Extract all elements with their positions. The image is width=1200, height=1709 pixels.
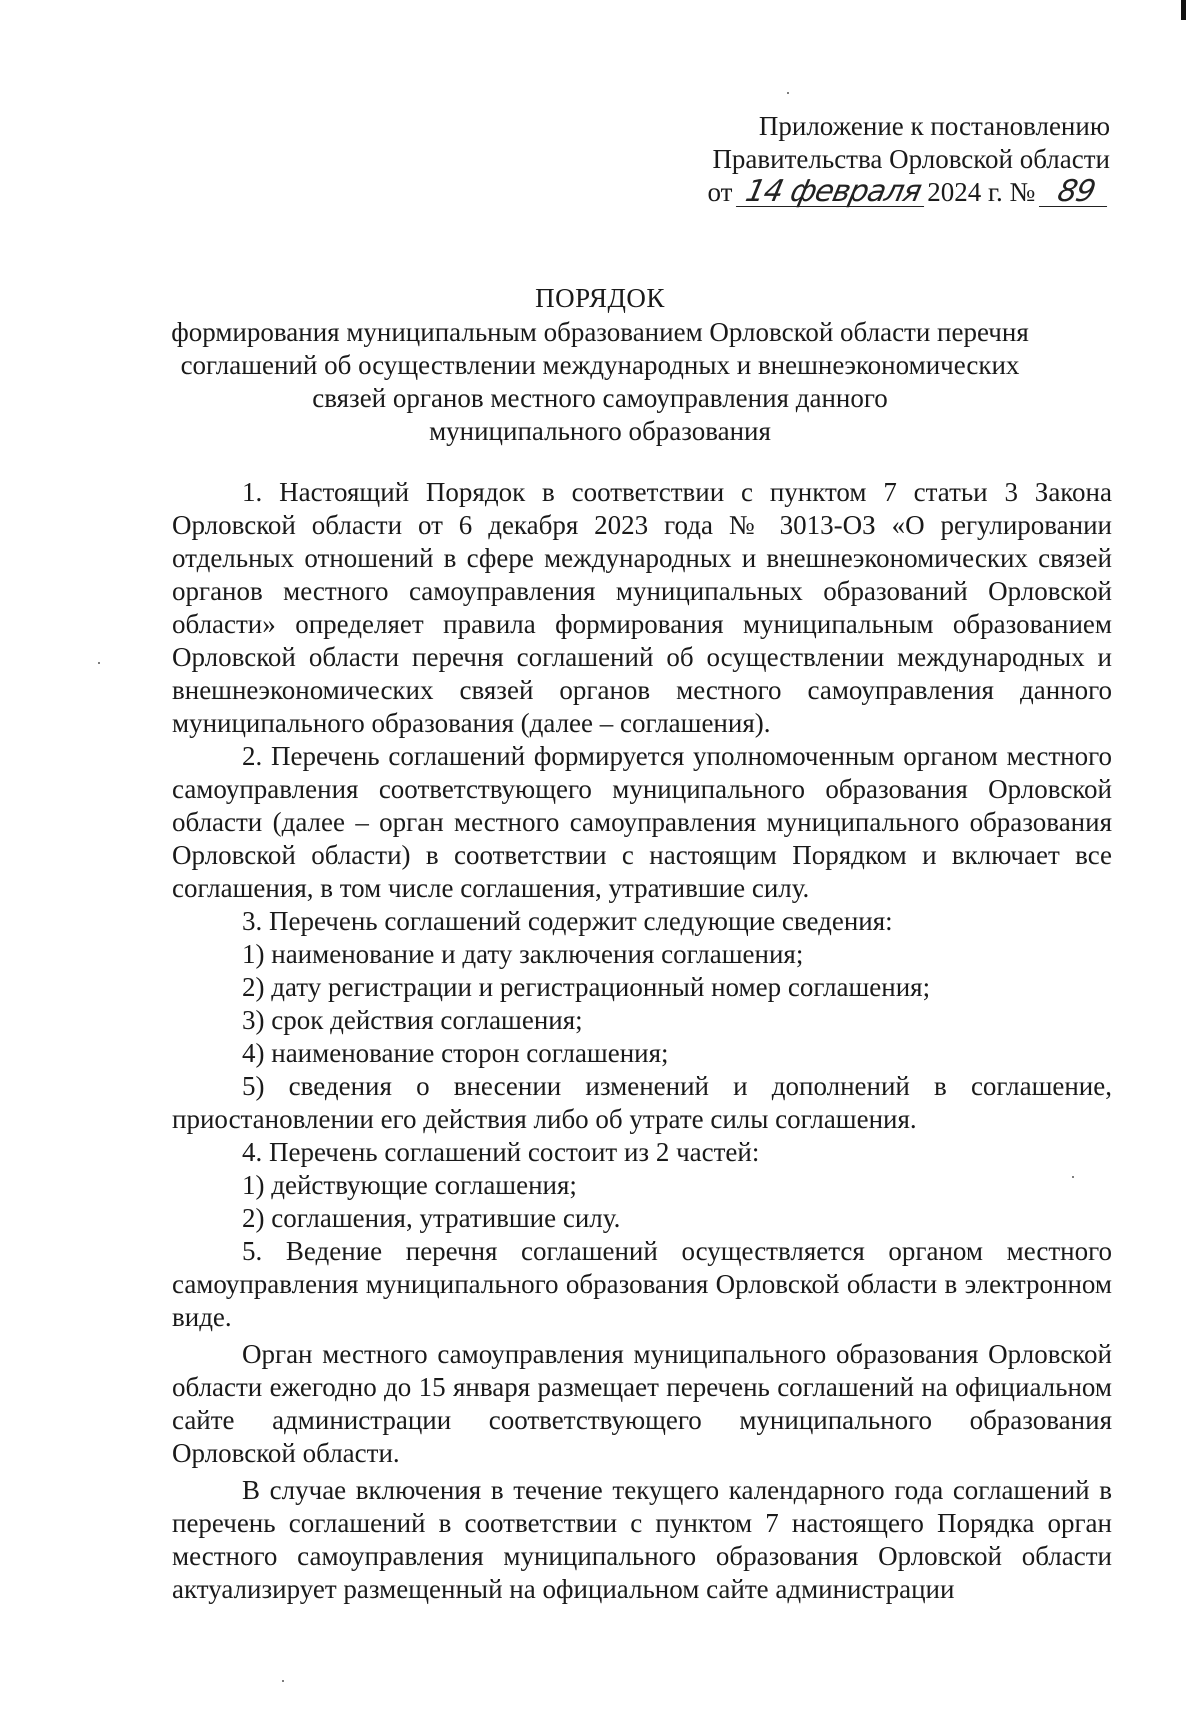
list-item: 1) действующие соглашения; xyxy=(242,1170,577,1200)
date-prefix: от xyxy=(707,177,733,207)
handwritten-number: 89 xyxy=(1039,178,1113,207)
list-item: 2) соглашения, утратившие силу. xyxy=(242,1203,621,1233)
subtitle-line: связей органов местного самоуправления данного xyxy=(312,383,888,413)
scan-speck xyxy=(98,662,100,664)
scan-speck xyxy=(1072,1176,1074,1178)
appendix-header xyxy=(640,110,1110,209)
appendix-line-1: Приложение к постановлению xyxy=(758,111,1110,141)
document-title-block xyxy=(160,282,1040,448)
paragraph-5-update: В случае включения в течение текущего календарного года соглашений в перечень соглашений в соответствии с пунктом 7 настоящего Порядка орган местного самоуправления муниципального образования Орловской области актуализирует размещенный на официальном сайте администрации xyxy=(172,1475,1112,1604)
handwritten-date: 14 февраля xyxy=(736,178,930,207)
paragraph-1: 1. Настоящий Порядок в соответствии с пунктом 7 статьи 3 Закона Орловской области от 6 декабря 2023 года № 3013-ОЗ «О регулировании отдельных отношений в сфере международных и внешнеэкономических связей органов местного самоуправления муниципальных образований Орловской области» определяет правила формирования муниципальным образованием Орловской области перечня соглашений об осуществлении международных и внешнеэкономических связей органов местного самоуправления данного муниципального образования (далее – соглашения). xyxy=(172,477,1112,738)
scan-speck xyxy=(282,1680,284,1682)
subtitle-line: муниципального образования xyxy=(429,416,771,446)
paragraph-2: 2. Перечень соглашений формируется уполномоченным органом местного самоуправления соответствующего муниципального образования Орловской области (далее – орган местного самоуправления муниципального образования Орловской области) в соответствии с настоящим Порядком и включает все соглашения, в том числе соглашения, утратившие силу. xyxy=(172,741,1112,903)
appendix-line-2: Правительства Орловской области xyxy=(712,144,1110,174)
scan-speck xyxy=(787,92,789,94)
list-item: 2) дату регистрации и регистрационный номер соглашения; xyxy=(242,972,931,1002)
subtitle-line: формирования муниципальным образованием Орловской области перечня xyxy=(171,317,1029,347)
list-item: 1) наименование и дату заключения соглашения; xyxy=(242,939,804,969)
list-item: 3) срок действия соглашения; xyxy=(242,1005,583,1035)
paragraph-5: 5. Ведение перечня соглашений осуществляется органом местного самоуправления муниципального образования Орловской области в электронном виде. xyxy=(172,1236,1112,1332)
document-title: ПОРЯДОК xyxy=(535,283,665,313)
date-suffix: 2024 г. № xyxy=(927,177,1036,207)
paragraph-4: 4. Перечень соглашений состоит из 2 частей: xyxy=(242,1137,760,1167)
list-item: 4) наименование сторон соглашения; xyxy=(242,1038,669,1068)
scan-edge-mark xyxy=(1181,0,1186,20)
subtitle-line: соглашений об осуществлении международных и внешнеэкономических xyxy=(180,350,1020,380)
paragraph-5-continued: Орган местного самоуправления муниципального образования Орловской области ежегодно до 15 января размещает перечень соглашений на официальном сайте администрации соответствующего муниципального образования Орловской области. xyxy=(172,1339,1112,1468)
paragraph-3: 3. Перечень соглашений содержит следующие сведения: xyxy=(242,906,893,936)
document-body xyxy=(172,476,1112,1606)
list-item: 5) сведения о внесении изменений и дополнений в соглашение, приостановлении его действия либо об утрате силы соглашения. xyxy=(172,1071,1112,1134)
appendix-date-line xyxy=(640,176,1110,209)
